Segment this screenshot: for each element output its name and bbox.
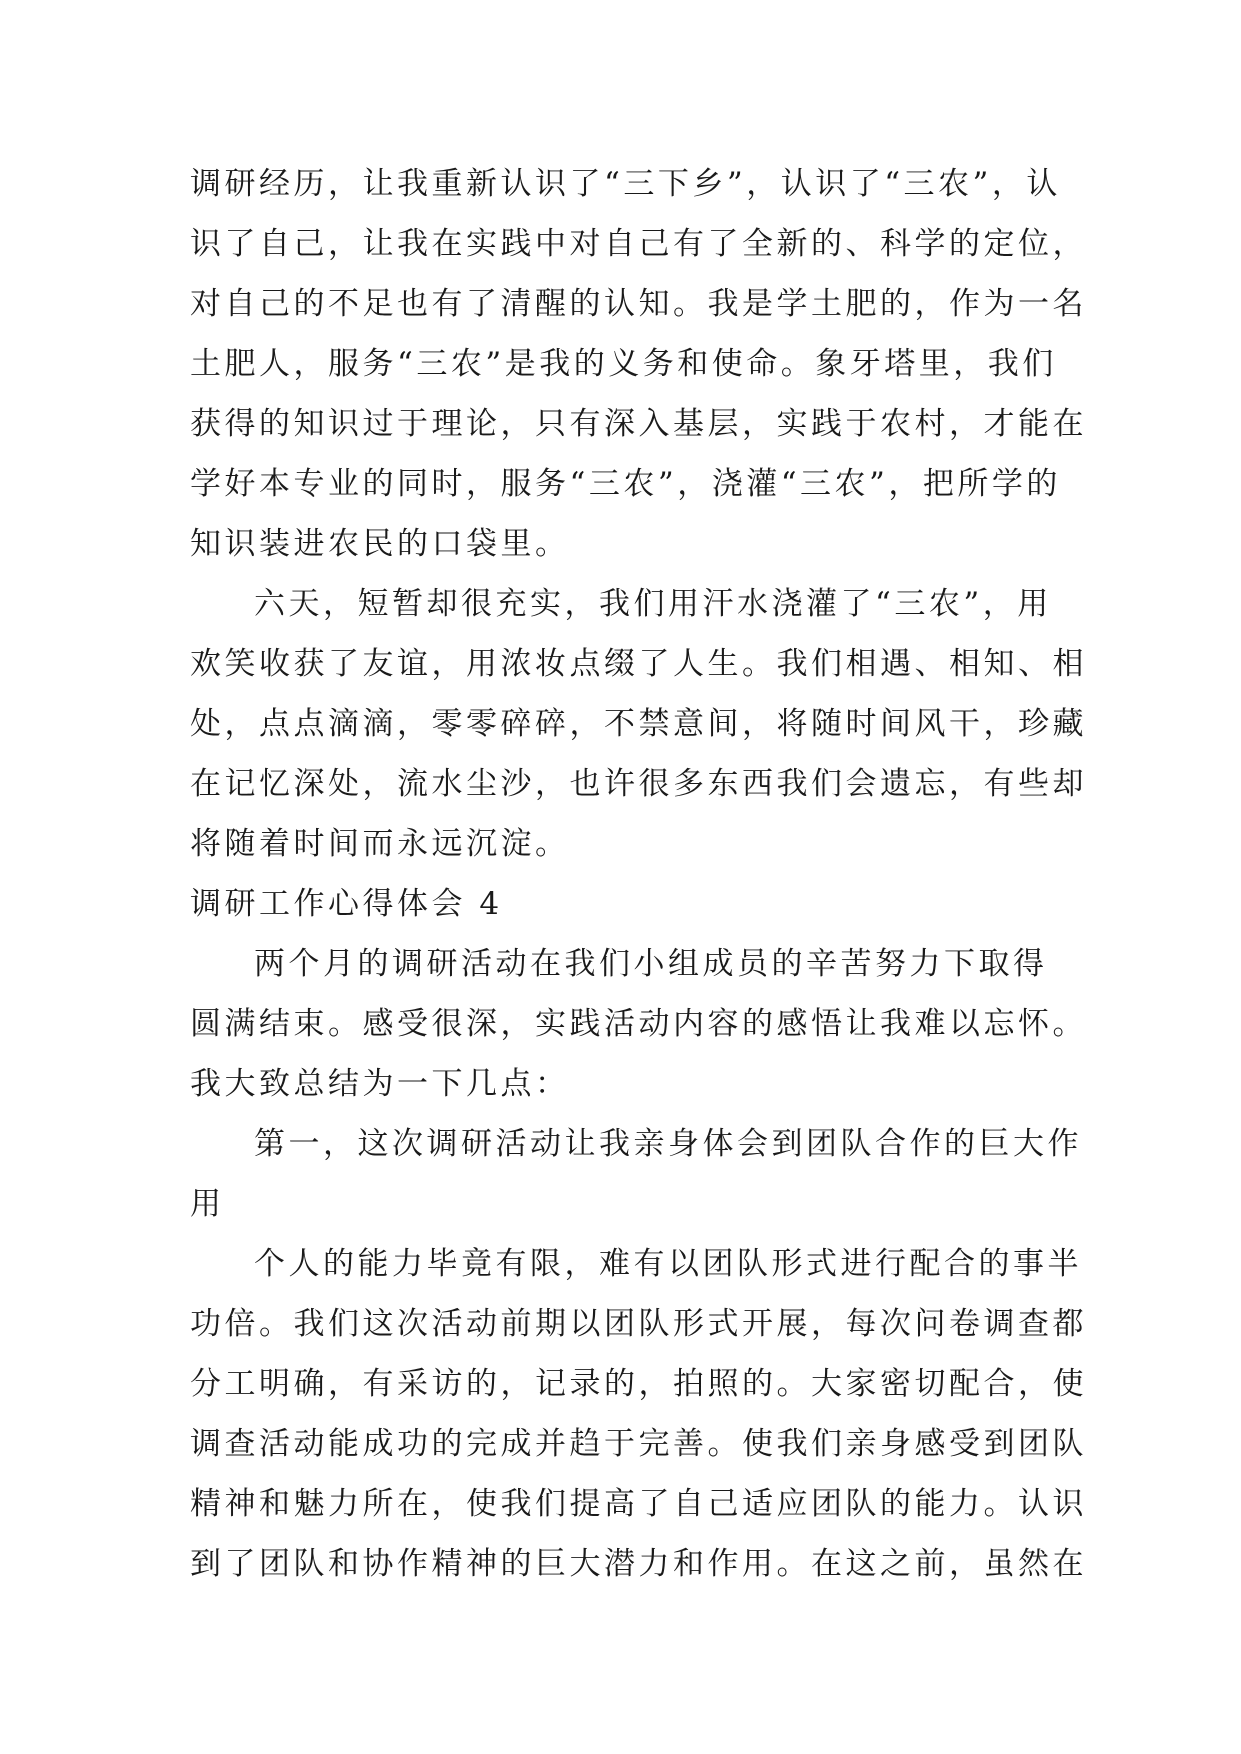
paragraph [190, 154, 1087, 574]
document-body [190, 154, 1087, 1594]
paragraph [190, 574, 1087, 874]
text-line: 精神和魅力所在，使我们提高了自己适应团队的能力。认识 [190, 1486, 1087, 1522]
text-line: 我大致总结为一下几点： [190, 1066, 570, 1102]
text-line: 到了团队和协作精神的巨大潜力和作用。在这之前，虽然在 [190, 1546, 1087, 1582]
text-line: 个人的能力毕竟有限，难有以团队形式进行配合的事半 [254, 1246, 1082, 1282]
text-line: 在记忆深处，流水尘沙，也许很多东西我们会遗忘，有些却 [190, 766, 1087, 802]
text-line: 功倍。我们这次活动前期以团队形式开展，每次问卷调查都 [190, 1306, 1087, 1342]
text-line: 知识装进农民的口袋里。 [190, 526, 570, 562]
text-line: 两个月的调研活动在我们小组成员的辛苦努力下取得 [254, 946, 1048, 982]
heading-text: 调研工作心得体会 4 [190, 886, 503, 922]
text-line: 处，点点滴滴，零零碎碎，不禁意间，将随时间风干，珍藏 [190, 706, 1087, 742]
paragraph [190, 1234, 1087, 1594]
text-line: 学好本专业的同时，服务“三农”，浇灌“三农”，把所学的 [190, 466, 1061, 502]
text-line: 圆满结束。感受很深，实践活动内容的感悟让我难以忘怀。 [190, 1006, 1087, 1042]
text-line: 分工明确，有采访的，记录的，拍照的。大家密切配合，使 [190, 1366, 1087, 1402]
section-heading [190, 874, 1050, 934]
text-line: 土肥人，服务“三农”是我的义务和使命。象牙塔里，我们 [190, 346, 1057, 382]
text-line: 调查活动能成功的完成并趋于完善。使我们亲身感受到团队 [190, 1426, 1087, 1462]
paragraph [190, 1114, 1082, 1234]
text-line: 对自己的不足也有了清醒的认知。我是学土肥的，作为一名 [190, 286, 1087, 322]
text-line: 识了自己，让我在实践中对自己有了全新的、科学的定位， [190, 226, 1087, 262]
text-line: 欢笑收获了友谊，用浓妆点缀了人生。我们相遇、相知、相 [190, 646, 1087, 682]
text-line: 获得的知识过于理论，只有深入基层，实践于农村，才能在 [190, 406, 1087, 442]
paragraph [190, 934, 1087, 1114]
text-line: 用 [190, 1186, 225, 1222]
text-line: 第一，这次调研活动让我亲身体会到团队合作的巨大作 [254, 1126, 1082, 1162]
text-line: 调研经历，让我重新认识了“三下乡”，认识了“三农”，认 [190, 166, 1061, 202]
text-line: 将随着时间而永远沉淀。 [190, 826, 570, 862]
text-line: 六天，短暂却很充实，我们用汗水浇灌了“三农”，用 [254, 586, 1052, 622]
